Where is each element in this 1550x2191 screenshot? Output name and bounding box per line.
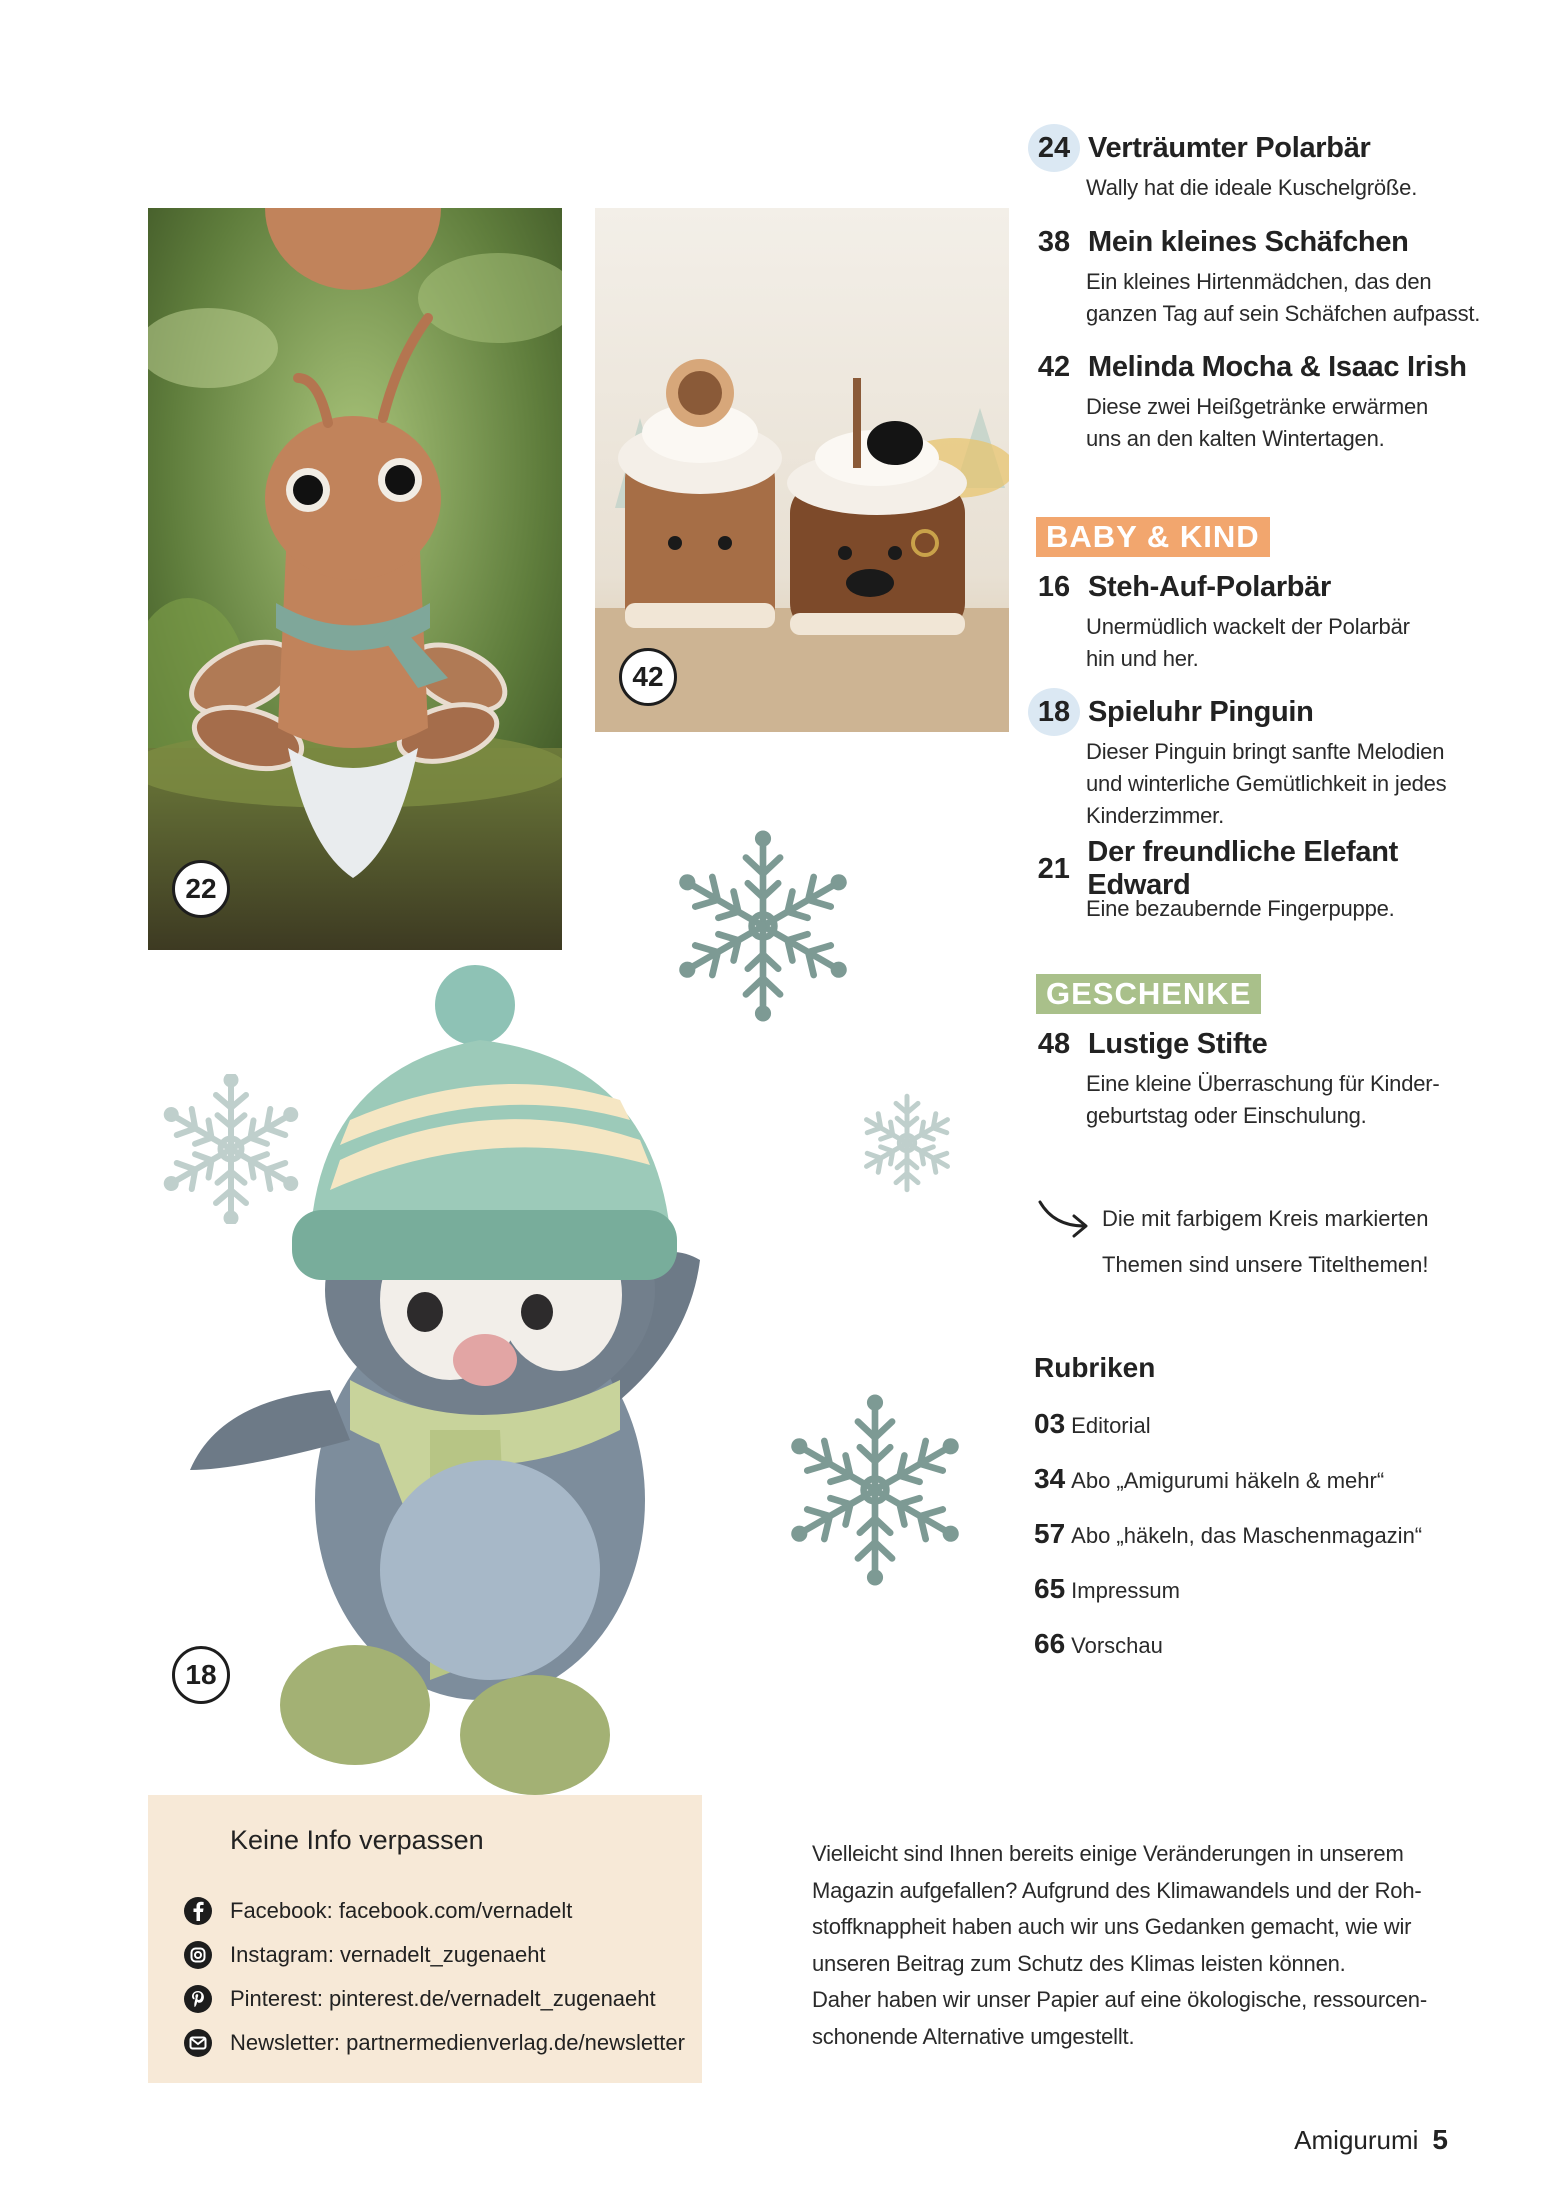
toc-entry[interactable] bbox=[1034, 1020, 1504, 1132]
snowflake-icon bbox=[156, 1074, 306, 1224]
rubrik-number: 66 bbox=[1034, 1628, 1066, 1659]
toc-description: hin und her. bbox=[1086, 646, 1199, 671]
body-line: unseren Beitrag zum Schutz des Klimas leisten können. bbox=[812, 1950, 1346, 1976]
social-link-text: Instagram: vernadelt_zugenaeht bbox=[230, 1942, 546, 1967]
social-info-box bbox=[148, 1795, 702, 2083]
section-label-baby-kind: BABY & KIND bbox=[1036, 517, 1270, 557]
toc-title: Melinda Mocha & Isaac Irish bbox=[1088, 350, 1467, 383]
toc-number: 16 bbox=[1037, 570, 1071, 603]
page-footer bbox=[1294, 2124, 1448, 2156]
title-themes-hint bbox=[1036, 1196, 1506, 1288]
social-link-facebook[interactable] bbox=[184, 1897, 572, 1925]
toc-description: geburtstag oder Einschulung. bbox=[1086, 1103, 1367, 1128]
rubrik-label: Abo „häkeln, das Maschenmagazin“ bbox=[1071, 1523, 1423, 1548]
toc-title: Steh-Auf-Polarbär bbox=[1088, 570, 1332, 603]
toc-description: Diese zwei Heißgetränke erwärmen bbox=[1086, 394, 1429, 419]
social-link-instagram[interactable] bbox=[184, 1941, 546, 1969]
social-link-pinterest[interactable] bbox=[184, 1985, 656, 2013]
snowflake-icon bbox=[668, 826, 858, 1026]
hint-line: Die mit farbigem Kreis markierten bbox=[1102, 1206, 1429, 1231]
pinterest-icon bbox=[184, 1985, 212, 2013]
toc-title: Verträumter Polarbär bbox=[1088, 131, 1371, 164]
rubrik-item[interactable] bbox=[1034, 1518, 1422, 1550]
magazine-name: Amigurumi bbox=[1294, 2125, 1419, 2155]
page-badge-drinks: 42 bbox=[619, 648, 677, 706]
rubrik-number: 65 bbox=[1034, 1573, 1066, 1604]
rubrik-label: Abo „Amigurumi häkeln & mehr“ bbox=[1071, 1468, 1385, 1493]
toc-description: Ein kleines Hirtenmädchen, das den bbox=[1086, 269, 1432, 294]
toc-description: Wally hat die ideale Kuschelgröße. bbox=[1086, 175, 1418, 200]
toc-entry[interactable] bbox=[1034, 124, 1504, 204]
paper-notice-text bbox=[812, 1836, 1452, 2055]
newsletter-icon bbox=[184, 2029, 212, 2057]
toc-title: Lustige Stifte bbox=[1088, 1027, 1268, 1060]
facebook-icon bbox=[184, 1897, 212, 1925]
toc-title: Spieluhr Pinguin bbox=[1088, 695, 1314, 728]
body-line: schonende Alternative umgestellt. bbox=[812, 2023, 1135, 2049]
rubriken-title: Rubriken bbox=[1034, 1352, 1156, 1383]
infobox-title: Keine Info verpassen bbox=[230, 1825, 484, 1855]
toc-description: Eine bezaubernde Fingerpuppe. bbox=[1086, 896, 1395, 921]
social-link-text: Facebook: facebook.com/vernadelt bbox=[230, 1898, 573, 1923]
toc-number: 18 bbox=[1028, 688, 1080, 736]
rubrik-item[interactable] bbox=[1034, 1628, 1163, 1660]
section-label-geschenke: GESCHENKE bbox=[1036, 974, 1261, 1014]
toc-number: 48 bbox=[1037, 1027, 1071, 1060]
toc-entry[interactable] bbox=[1034, 343, 1504, 455]
body-line: Daher haben wir unser Papier auf eine ökologische, ressourcen- bbox=[812, 1987, 1427, 2012]
toc-description: Kinderzimmer. bbox=[1086, 803, 1224, 828]
toc-description: Unermüdlich wackelt der Polarbär bbox=[1086, 614, 1410, 639]
rubrik-number: 03 bbox=[1034, 1408, 1066, 1439]
toc-entry[interactable] bbox=[1034, 218, 1504, 330]
social-link-newsletter[interactable] bbox=[184, 2029, 685, 2057]
toc-title: Der freundliche Elefant Edward bbox=[1087, 836, 1398, 901]
instagram-icon bbox=[184, 1941, 212, 1969]
toc-entry[interactable] bbox=[1034, 688, 1504, 832]
page-badge-firefly: 22 bbox=[172, 860, 230, 918]
toc-number: 42 bbox=[1037, 350, 1071, 383]
hint-line: Themen sind unsere Titelthemen! bbox=[1102, 1252, 1429, 1277]
toc-description: ganzen Tag auf sein Schäfchen aufpasst. bbox=[1086, 301, 1481, 326]
toc-description: Eine kleine Überraschung für Kinder- bbox=[1086, 1071, 1440, 1096]
rubrik-label: Vorschau bbox=[1071, 1633, 1163, 1658]
rubrik-number: 34 bbox=[1034, 1463, 1066, 1494]
toc-title: Mein kleines Schäfchen bbox=[1088, 225, 1409, 258]
toc-number: 21 bbox=[1037, 852, 1070, 885]
toc-number: 38 bbox=[1037, 225, 1071, 258]
rubrik-number: 57 bbox=[1034, 1518, 1066, 1549]
page-badge-penguin: 18 bbox=[172, 1646, 230, 1704]
social-link-text: Pinterest: pinterest.de/vernadelt_zugenaeht bbox=[230, 1986, 656, 2011]
page-number: 5 bbox=[1432, 2124, 1448, 2155]
snowflake-icon bbox=[852, 1088, 962, 1198]
toc-entry[interactable] bbox=[1034, 563, 1504, 675]
toc-description: uns an den kalten Wintertagen. bbox=[1086, 426, 1385, 451]
snowflake-icon bbox=[780, 1392, 970, 1588]
photo-firefly bbox=[148, 208, 562, 950]
body-line: Vielleicht sind Ihnen bereits einige Veränderungen in unserem bbox=[812, 1841, 1404, 1866]
photo-hot-drinks bbox=[595, 208, 1009, 732]
rubrik-item[interactable] bbox=[1034, 1463, 1384, 1495]
toc-description: Dieser Pinguin bringt sanfte Melodien bbox=[1086, 739, 1445, 764]
body-line: stoffknappheit haben auch wir uns Gedanken gemacht, wie wir bbox=[812, 1914, 1412, 1939]
toc-description: und winterliche Gemütlichkeit in jedes bbox=[1086, 771, 1447, 796]
rubrik-label: Impressum bbox=[1071, 1578, 1180, 1603]
social-link-text: Newsletter: partnermedienverlag.de/newsletter bbox=[230, 2030, 685, 2055]
arrow-icon bbox=[1036, 1196, 1092, 1240]
rubrik-label: Editorial bbox=[1071, 1413, 1151, 1438]
rubrik-item[interactable] bbox=[1034, 1408, 1151, 1440]
toc-number: 24 bbox=[1028, 124, 1080, 172]
toc-entry[interactable] bbox=[1034, 836, 1504, 925]
rubrik-item[interactable] bbox=[1034, 1573, 1180, 1605]
body-line: Magazin aufgefallen? Aufgrund des Klimawandels und der Roh- bbox=[812, 1877, 1422, 1903]
